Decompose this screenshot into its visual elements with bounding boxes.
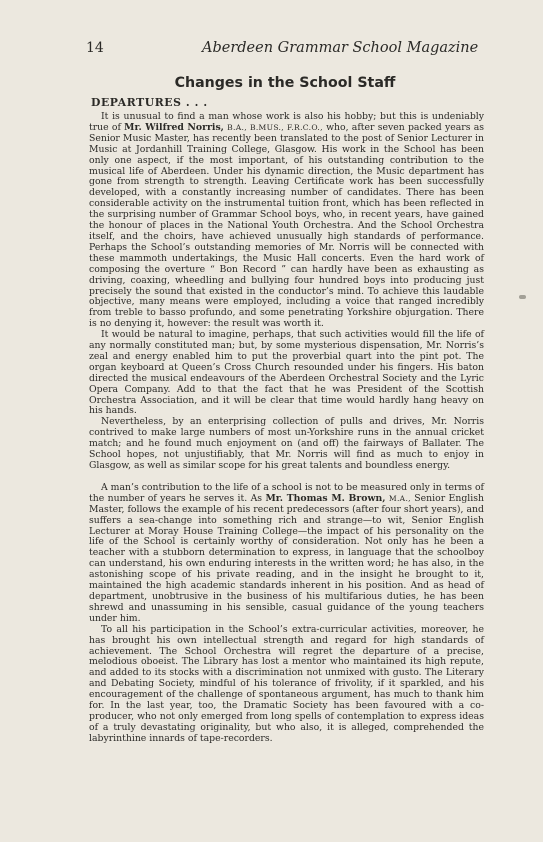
page-blemish [519, 295, 526, 299]
page-number: 14 [86, 40, 104, 56]
degrees: M.A., [388, 493, 411, 503]
person-name: Mr. Wilfred Norris, [124, 121, 224, 133]
paragraph-norris-activities: It would be natural to imagine, perhaps, that such activities would fill the life of any normally constituted man; but, by some mysterious dispensation, Mr. Norris’s zeal and energy enabled him to put the proverbial quart into the pint pot. The organ keyboard at Queen’s Cross Church resounded under his fingers. His baton directed the musical endeavours of the Aberdeen Orchestral Society and the Lyric Opera Company. Add to that the fact that he was President of the Scottish Orchestra Association, and it will be clear that time would hardly hang heavy on his hands. [89, 329, 484, 417]
article-body [89, 112, 484, 745]
running-header [86, 40, 484, 60]
paragraph-brown-activities: To all his participation in the School’s extra-curricular activities, moreover, he has brought his own intellectual strength and regard for high standards of achievement. The School Orchestra will regret the departure of a precise, melodious oboeist. The Library has lost a mentor who maintained its high repute, and added to its stocks with a discrimination not unmixed with gusto. The Literary and Debating Society, mindful of his tolerance of frivolity, if it sparkled, and his encouragement of the challenge of spontaneous argument, has much to thank him for. In the last year, too, the Dramatic Society has been favoured with a co-producer, who not only emerged from long spells of contemplation to express ideas of a truly devastating originality, but who also, it is alleged, comprehended the labyrinthine innards of tape-recorders. [89, 623, 484, 744]
paragraph-brown-intro: A man’s contribution to the life of a school is not to be measured only in terms of the number of years he serves it. As Mr. Thomas M. Brown, M.A., Senior English Master, follows the example of his recent predecessors (after four short years), and suffers a sea-change into something rich and strange—to wit, Senior English Lecturer at Moray House Training College—the impact of his personality on the life of the School is certainly worthy of consideration. Not only has he been a teacher with a stubborn determination to express, in language that the schoolboy can understand, his own enduring interests in the written word; he has also, in the astonishing scope of his private reading, and in the insight he brought to it, maintained the high academic standards inherent in his position. And as head of department, unobtrusive in the business of his multifarious duties, he has been shrewd and unassuming in his sensible, casual guidance of the young teachers under him. [89, 481, 484, 624]
paragraph-norris-intro: It is unusual to find a man whose work is also his hobby; but this is undeniably true of Mr. Wilfred Norris, B.A., B.MUS., F.R.C.O., who, after seven packed years as Senior Music Master, has recently been translated to the post of Senior Lecturer in Music at Jordanhill Training College, Glasgow. His work in the School has been only one aspect, if the most important, of his outstanding contribution to the musical life of Aberdeen. Under his dynamic direction, the Music department has gone from strength to strength. Leaving Certificate work has been successfully developed, with a constantly increasing number of candidates. There has been considerable activity on the instrumental tuition front, which has been reflected in the surprising number of Grammar School boys, who, in recent years, have gained the honour of places in the National Youth Orchestra. And the School Orchestra itself, and the choirs, have achieved unusually high standards of performance. Perhaps the School’s outstanding memories of Mr. Norris will be connected with these mammoth undertakings, the Music Hall concerts. Even the hard work of composing the overture “ Bon Record ” can hardly have been as exhausting as driving, coaxing, wheedling and bullying four hundred boys into producing just precisely the sound that existed in the conductor’s mind. To achieve this laudable objective, many means were employed, including a voice that ranged incredibly from treble to basso profundo, and some penetrating Yorkshire objurgation. There is no denying it, however: the result was worth it. [89, 111, 485, 330]
degrees: B.A., B.MUS., F.R.C.O., [227, 122, 323, 132]
section-heading: DEPARTURES . . . [91, 96, 208, 109]
article-title: Changes in the School Staff [174, 75, 396, 91]
person-name: Mr. Thomas M. Brown, [265, 492, 386, 504]
magazine-title: Aberdeen Grammar School Magazine [202, 40, 479, 56]
paragraph-norris-farewell: Nevertheless, by an enterprising collection of pulls and drives, Mr. Norris contrived to make large numbers of most un-Yorkshire runs in the annual cricket match; and he found much enjoyment on (and off) the fairways of Ballater. The School hopes, not unjustifiably, that Mr. Norris will find as much to enjoy in Glasgow, as well as similar scope for his great talents and boundless energy. [89, 416, 484, 471]
